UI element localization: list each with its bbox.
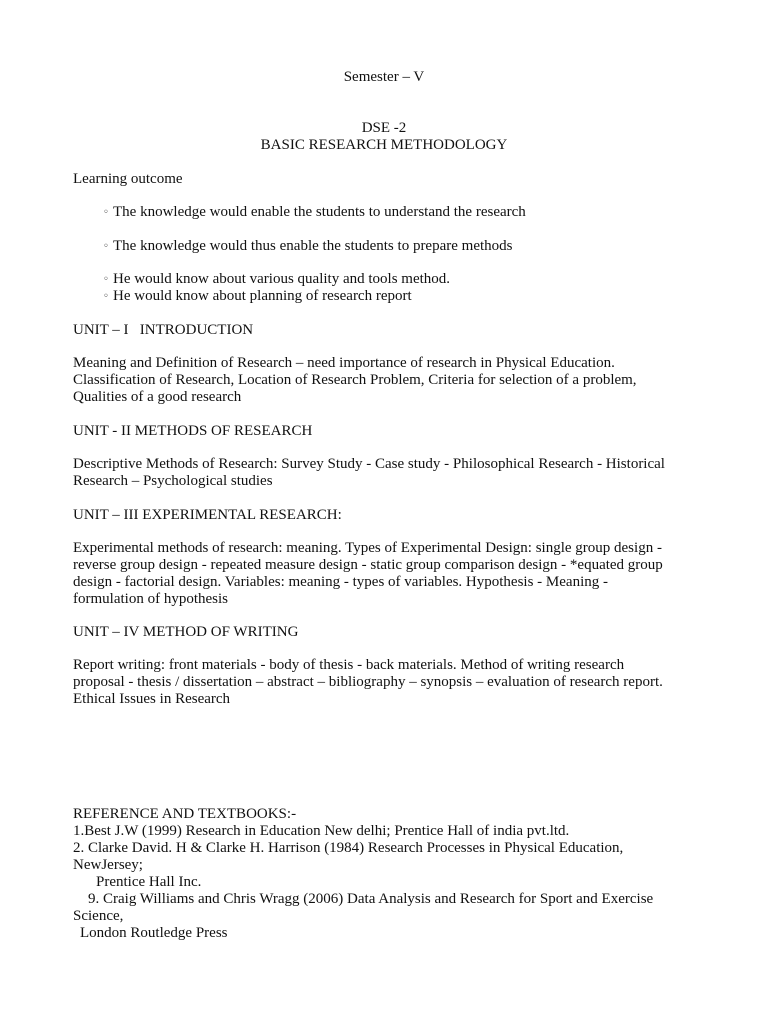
learning-outcome-item xyxy=(103,204,526,221)
learning-outcome-heading: Learning outcome xyxy=(73,171,183,187)
unit-1-line: Qualities of a good research xyxy=(73,389,242,405)
learning-outcome-text: He would know about various quality and tools method. xyxy=(113,271,451,287)
unit-2-body xyxy=(73,456,693,490)
learning-outcome-text: He would know about planning of research report xyxy=(113,288,412,304)
learning-outcome-text: The knowledge would enable the students to understand the research xyxy=(113,204,526,220)
unit-2-heading: UNIT - II METHODS OF RESEARCH xyxy=(73,423,313,439)
unit-4-body xyxy=(73,657,693,708)
learning-outcome-text: The knowledge would thus enable the students to prepare methods xyxy=(113,238,513,254)
unit-3-line: design - factorial design. Variables: meaning - types of variables. Hypothesis - Meaning - xyxy=(73,574,608,590)
learning-outcome-item xyxy=(103,271,450,288)
unit-1-body xyxy=(73,355,693,406)
unit-3-body xyxy=(73,540,693,608)
reference-line: 1.Best J.W (1999) Research in Education New delhi; Prentice Hall of india pvt.ltd. xyxy=(73,823,570,839)
references-heading: REFERENCE AND TEXTBOOKS:- xyxy=(73,806,297,822)
unit-4-line: Report writing: front materials - body of thesis - back materials. Method of writing research xyxy=(73,657,625,673)
course-title: BASIC RESEARCH METHODOLOGY xyxy=(260,137,508,153)
unit-1-line: Meaning and Definition of Research – need importance of research in Physical Education. xyxy=(73,355,615,371)
unit-3-heading: UNIT – III EXPERIMENTAL RESEARCH: xyxy=(73,507,342,523)
learning-outcome-item xyxy=(103,238,513,255)
unit-4-heading: UNIT – IV METHOD OF WRITING xyxy=(73,624,299,640)
unit-1-heading: UNIT – I INTRODUCTION xyxy=(73,322,254,338)
learning-outcome-item xyxy=(103,288,412,305)
unit-1-line: Classification of Research, Location of Research Problem, Criteria for selection of a problem, xyxy=(73,372,637,388)
unit-3-line: Experimental methods of research: meaning. Types of Experimental Design: single group design - xyxy=(73,540,662,556)
semester-label: Semester – V xyxy=(343,69,425,85)
reference-line: NewJersey; xyxy=(73,857,143,873)
unit-4-line: proposal - thesis / dissertation – abstract – bibliography – synopsis – evaluation of research report. xyxy=(73,674,663,690)
bullet-icon: ◦ xyxy=(103,291,109,302)
unit-4-line: Ethical Issues in Research xyxy=(73,691,231,707)
reference-line: London Routledge Press xyxy=(80,925,228,941)
reference-line: 9. Craig Williams and Chris Wragg (2006) Data Analysis and Research for Sport and Exercise xyxy=(88,891,654,907)
bullet-icon: ◦ xyxy=(103,274,109,285)
unit-3-line: formulation of hypothesis xyxy=(73,591,228,607)
reference-line: 2. Clarke David. H & Clarke H. Harrison (1984) Research Processes in Physical Education, xyxy=(73,840,624,856)
unit-2-line: Research – Psychological studies xyxy=(73,473,273,489)
course-code: DSE -2 xyxy=(361,120,407,136)
bullet-icon: ◦ xyxy=(103,241,109,252)
unit-3-line: reverse group design - repeated measure design - static group comparison design - *equated group xyxy=(73,557,663,573)
references-section xyxy=(73,806,693,942)
reference-line: Science, xyxy=(73,908,124,924)
reference-line: Prentice Hall Inc. xyxy=(96,874,202,890)
unit-2-line: Descriptive Methods of Research: Survey Study - Case study - Philosophical Research - Historical xyxy=(73,456,665,472)
bullet-icon: ◦ xyxy=(103,207,109,218)
